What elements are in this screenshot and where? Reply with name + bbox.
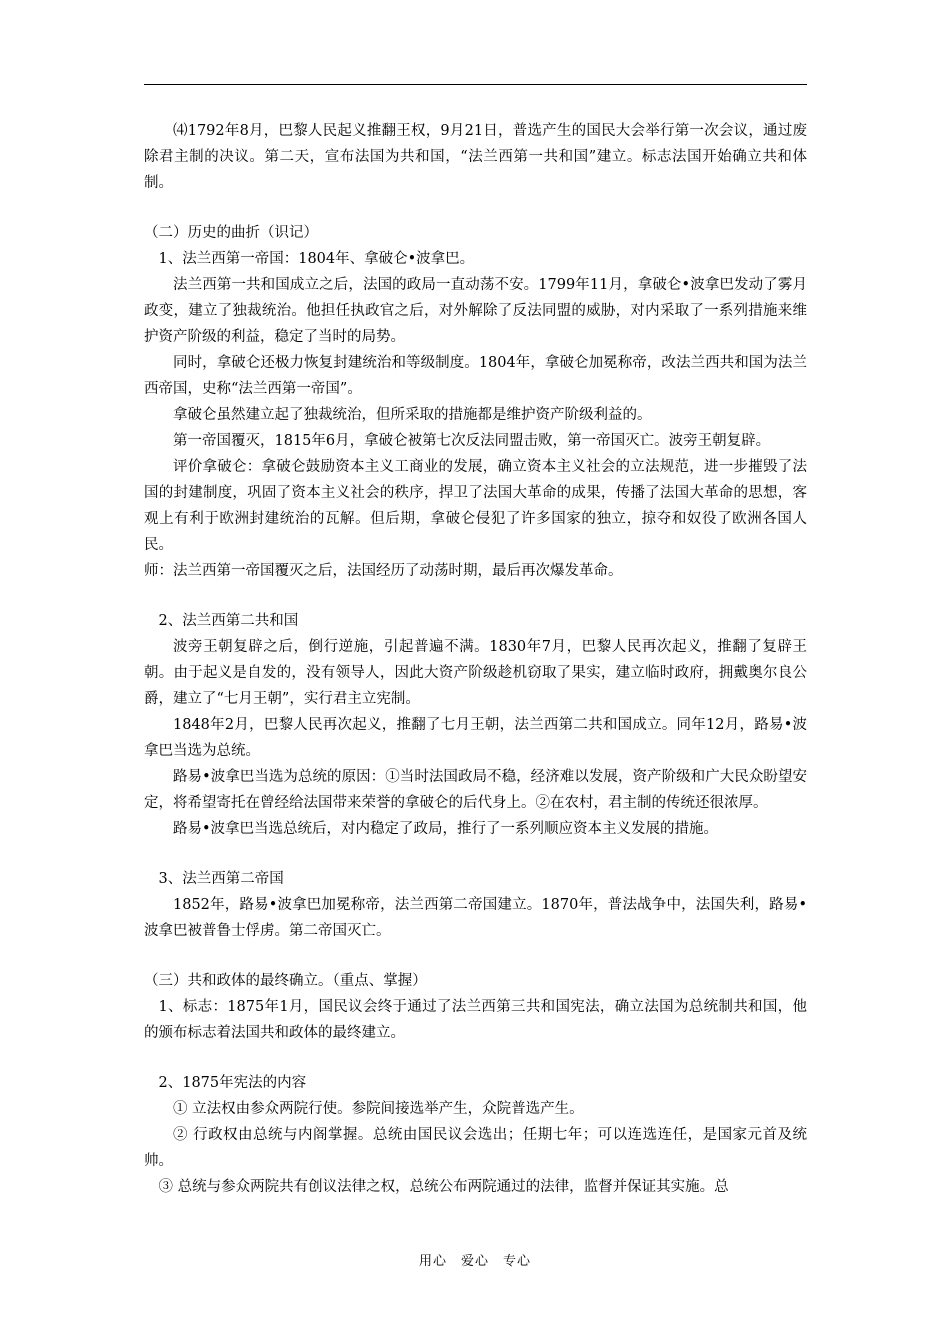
subheading-second-empire: 3、法兰西第二帝国 [158, 871, 284, 887]
spacer [144, 584, 807, 608]
subheading-constitution-content: 2、1875年宪法的内容 [158, 1075, 307, 1091]
paragraph-coronation: 同时，拿破仑还极力恢复封建统治和等级制度。1804年，拿破仑加冕称帝，改法兰西共和国为法兰西帝国，史称“法兰西第一帝国”。 [144, 355, 807, 397]
list-item-executive-power: ② 行政权由总统与内阁掌握。总统由国民议会选出；任期七年；可以连选连任，是国家元首及统帅。 [144, 1127, 807, 1169]
subheading-first-empire: 1、法兰西第一帝国：1804年、拿破仑•波拿巴。 [158, 251, 475, 267]
spacer [144, 1046, 807, 1070]
spacer [144, 944, 807, 968]
paragraph-1792-republic: ⑷1792年8月，巴黎人民起义推翻王权，9月21日，普选产生的国民大会举行第一次会议，通过废除君主制的决议。第二天，宣布法国为共和国，“法兰西第一共和国”建立。标志法国开始确立共和体制。 [144, 123, 807, 191]
paragraph-presidency: 路易•波拿巴当选总统后，对内稳定了政局，推行了一系列顺应资本主义发展的措施。 [173, 821, 719, 837]
paragraph-election-reasons: 路易•波拿巴当选为总统的原因：①当时法国政局不稳，经济难以发展，资产阶级和广大民众盼望安定，将希望寄托在曾经给法国带来荣誉的拿破仑的后代身上。②在农村，君主制的传统还很浓厚。 [144, 769, 807, 811]
list-item-legislative-power: ① 立法权由参众两院行使。参院间接选举产生，众院普选产生。 [173, 1101, 584, 1117]
document-body [144, 118, 807, 1200]
paragraph-1875-constitution: 1、标志：1875年1月，国民议会终于通过了法兰西第三共和国宪法，确立法国为总统制共和国，他的颁布标志着法国共和政体的最终建立。 [144, 999, 807, 1041]
paragraph-brumaire-coup: 法兰西第一共和国成立之后，法国的政局一直动荡不安。1799年11月，拿破仑•波拿巴发动了雾月政变，建立了独裁统治。他担任执政官之后，对外解除了反法同盟的威胁，对内采取了一系列措施来维护资产阶级的利益，稳定了当时的局势。 [144, 277, 807, 345]
subheading-second-republic: 2、法兰西第二共和国 [158, 613, 299, 629]
section-heading-republic-established: （三）共和政体的最终确立。（重点、掌握） [144, 973, 427, 989]
paragraph-1848-revolution: 1848年2月，巴黎人民再次起义，推翻了七月王朝，法兰西第二共和国成立。同年12月，路易•波拿巴当选为总统。 [144, 717, 807, 759]
paragraph-empire-fall: 第一帝国覆灭，1815年6月，拿破仑被第七次反法同盟击败，第一帝国灭亡。波旁王朝复辟。 [173, 433, 771, 449]
list-item-law-initiative: ③ 总统与参众两院共有创议法律之权，总统公布两院通过的法律，监督并保证其实施。总 [158, 1179, 729, 1195]
header-rule [144, 84, 807, 85]
paragraph-july-monarchy: 波旁王朝复辟之后，倒行逆施，引起普遍不满。1830年7月，巴黎人民再次起义，推翻了复辟王朝。由于起义是自发的，没有领导人，因此大资产阶级趁机窃取了果实，建立临时政府，拥戴奥尔良公爵，建立了“七月王朝”，实行君主立宪制。 [144, 639, 807, 707]
paragraph-napoleon-evaluation: 评价拿破仑：拿破仑鼓励资本主义工商业的发展，确立资本主义社会的立法规范，进一步摧毁了法国的封建制度，巩固了资本主义社会的秩序，捍卫了法国大革命的成果，传播了法国大革命的思想，客观上有利于欧洲封建统治的瓦解。但后期，拿破仑侵犯了许多国家的独立，掠夺和奴役了欧洲各国人民。 [144, 459, 807, 553]
paragraph-second-empire: 1852年，路易•波拿巴加冕称帝，法兰西第二帝国建立。1870年，普法战争中，法国失利，路易•波拿巴被普鲁士俘虏。第二帝国灭亡。 [144, 897, 807, 939]
section-heading-twists: （二）历史的曲折（识记） [144, 225, 318, 241]
page-footer: 用心 爱心 专心 [418, 1254, 531, 1269]
spacer [144, 842, 807, 866]
spacer [144, 196, 807, 220]
paragraph-teacher-note: 师：法兰西第一帝国覆灭之后，法国经历了动荡时期，最后再次爆发革命。 [144, 563, 623, 579]
paragraph-dictatorship: 拿破仑虽然建立起了独裁统治，但所采取的措施都是维护资产阶级利益的。 [173, 407, 652, 423]
